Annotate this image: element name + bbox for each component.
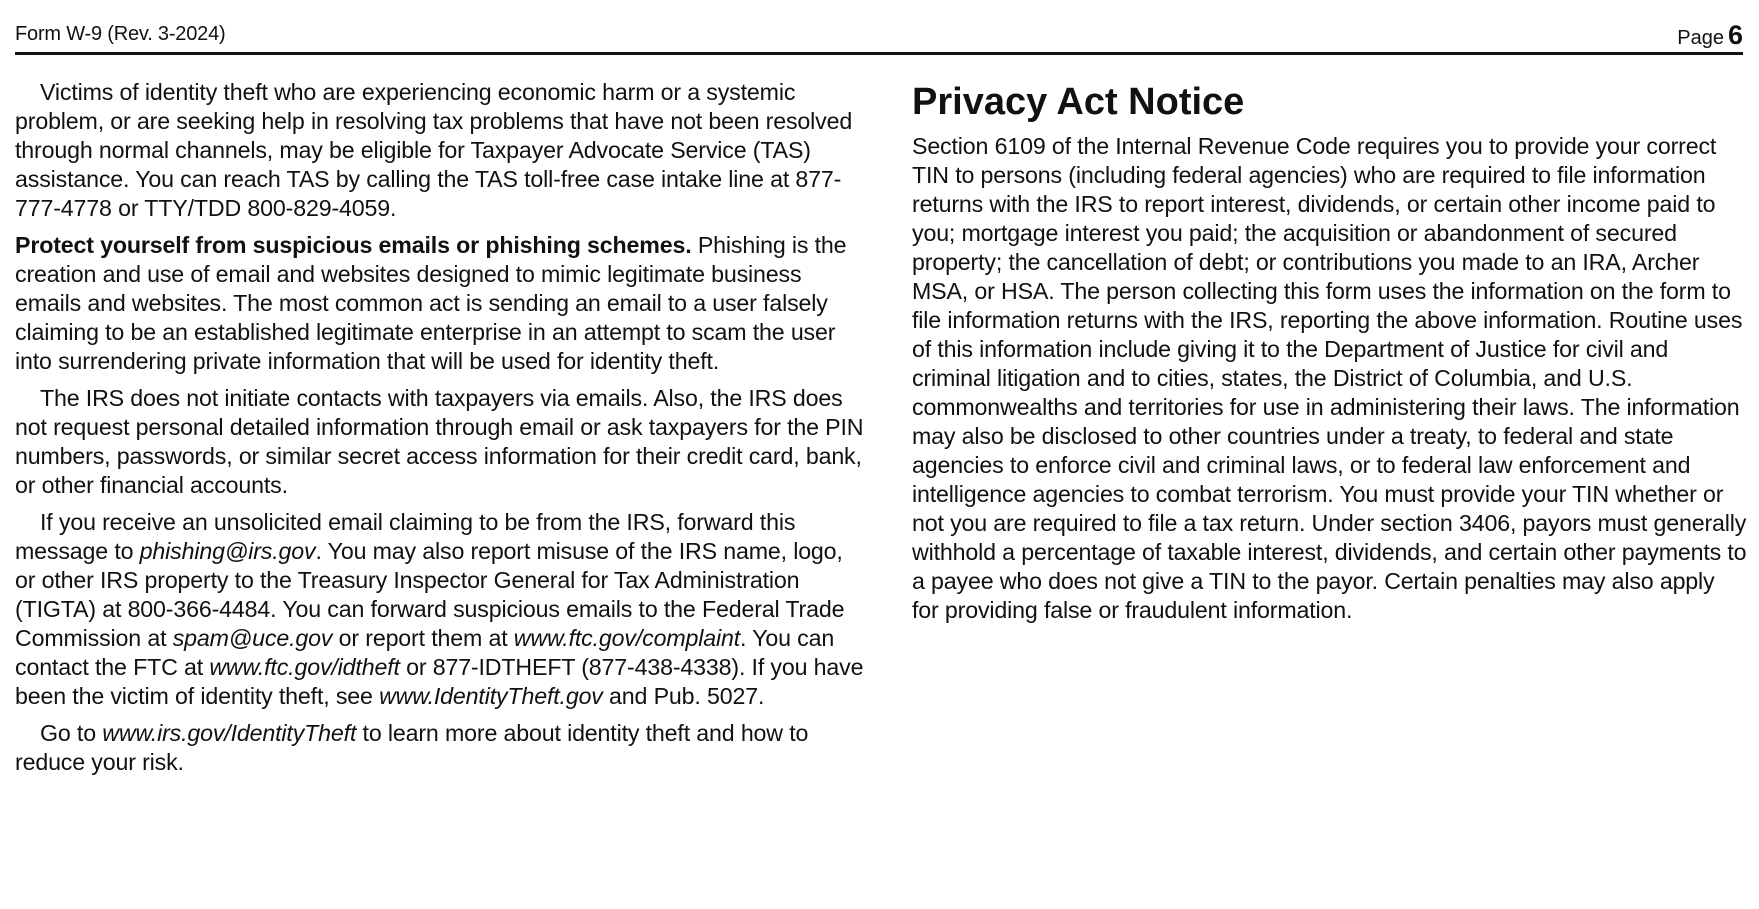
- irs-identitytheft-link[interactable]: www.irs.gov/IdentityTheft: [102, 720, 357, 746]
- ftc-complaint-link[interactable]: www.ftc.gov/complaint: [513, 625, 741, 651]
- tas-paragraph: Victims of identity theft who are experiencing economic harm or a systemic problem, or are seeking help in resolving tax problems that have not been resolved through normal channels, may be eligible for Taxpayer Advocate Service (TAS) assistance. You can reach TAS by calling the TAS toll-free case intake line at 877-777-4778 or TTY/TDD 800-829-4059.: [15, 79, 853, 221]
- report-text-1: If you receive an unsolicited email claiming to be from the IRS, forward this message to: [15, 509, 796, 564]
- page-number: 6: [1727, 20, 1743, 50]
- report-text-2: . You may also report misuse of the IRS name, logo, or other IRS property to the Treasury Inspector General for Tax Administration (TIGTA) at 800-366-4484. You can forward suspicious emails to the Federal Trade Commission at: [15, 538, 845, 651]
- spam-email-link[interactable]: spam@uce.gov: [172, 625, 333, 651]
- ftc-idtheft-link[interactable]: www.ftc.gov/idtheft: [209, 654, 400, 680]
- identitytheft-gov-link[interactable]: www.IdentityTheft.gov: [379, 683, 603, 709]
- report-paragraph: [15, 508, 865, 711]
- report-text-6: and Pub. 5027.: [602, 683, 765, 709]
- privacy-act-title: Privacy Act Notice: [912, 81, 1245, 123]
- report-text-5: or 877-IDTHEFT (877-438-4338). If you have been the victim of identity theft, see: [15, 654, 864, 709]
- phishing-heading: Protect yourself from suspicious emails or phishing schemes.: [15, 232, 692, 258]
- left-column: [15, 78, 865, 785]
- report-text-3: or report them at: [332, 625, 514, 651]
- phishing-email-link[interactable]: phishing@irs.gov: [139, 538, 316, 564]
- learn-more-text-1: Go to: [40, 720, 103, 746]
- page-header: [15, 18, 1743, 55]
- report-text-4: . You can contact the FTC at: [15, 625, 835, 680]
- right-column: [912, 78, 1747, 633]
- page-label: Page: [1677, 27, 1724, 49]
- phishing-paragraph: [15, 231, 865, 376]
- irs-contact-paragraph: The IRS does not initiate contacts with taxpayers via emails. Also, the IRS does not request personal detailed information through email or ask taxpayers for the PIN numbers, passwords, or similar secret access information for their credit card, bank, or other financial accounts.: [15, 385, 864, 498]
- page-indicator: [1677, 20, 1743, 51]
- learn-more-text-2: to learn more about identity theft and how to reduce your risk.: [15, 720, 809, 775]
- learn-more-paragraph: [15, 719, 865, 777]
- privacy-act-body: Section 6109 of the Internal Revenue Code requires you to provide your correct TIN to persons (including federal agencies) who are required to file information returns with the IRS to report interest, dividends, or certain other income paid to you; mortgage interest you paid; the acquisition or abandonment of secured property; the cancellation of debt; or contributions you made to an IRA, Archer MSA, or HSA. The person collecting this form uses the information on the form to file information returns with the IRS, reporting the above information. Routine uses of this information include giving it to the Department of Justice for civil and criminal litigation and to cities, states, the District of Columbia, and U.S. commonwealths and territories for use in administering their laws. The information may also be disclosed to other countries under a treaty, to federal and state agencies to enforce civil and criminal laws, or to federal law enforcement and intelligence agencies to combat terrorism. You must provide your TIN whether or not you are required to file a tax return. Under section 3406, payors must generally withhold a percentage of taxable interest, dividends, and certain other payments to a payee who does not give a TIN to the payor. Certain penalties may also apply for providing false or fraudulent information.: [912, 133, 1747, 623]
- phishing-text: Phishing is the creation and use of email and websites designed to mimic legitimate business emails and websites. The most common act is sending an email to a user falsely claiming to be an established legitimate enterprise in an attempt to scam the user into surrendering private information that will be used for identity theft.: [15, 232, 847, 374]
- form-id: Form W-9 (Rev. 3-2024): [15, 23, 226, 45]
